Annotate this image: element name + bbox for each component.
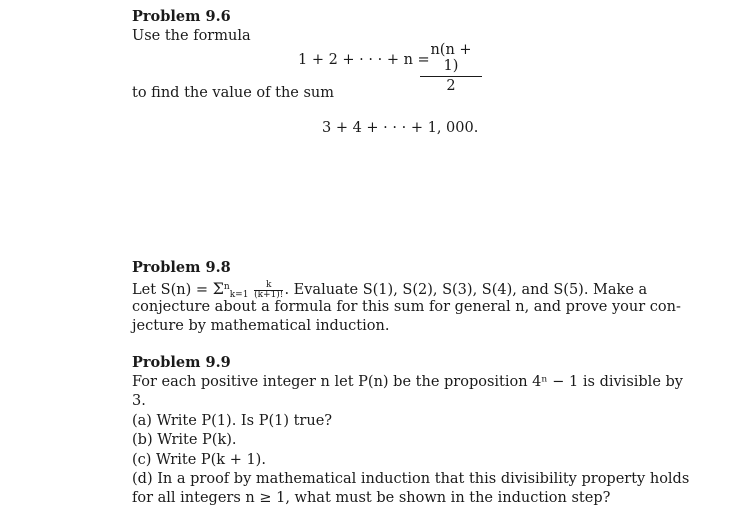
sigma-symbol: Σ bbox=[212, 279, 224, 298]
problem-9-9-line2: 3. bbox=[132, 393, 146, 409]
summand-numerator: k bbox=[254, 281, 283, 291]
problem-9-9-part-d-line1: (d) In a proof by mathematical induction that this divisibility property holds bbox=[132, 471, 690, 487]
problem-9-6-mid-text: to find the value of the sum bbox=[132, 85, 335, 101]
sigma-upper-limit: n bbox=[223, 282, 230, 292]
problem-9-9-title: Problem 9.9 bbox=[132, 354, 231, 371]
problem-9-9-part-b: (b) Write P(k). bbox=[132, 432, 237, 448]
problem-9-8-line2: conjecture about a formula for this sum for general n, and prove your con- bbox=[132, 299, 681, 315]
problem-9-9-part-d-line2: for all integers n ≥ 1, what must be shown in the induction step? bbox=[132, 490, 611, 506]
summand-denominator: (k+1)! bbox=[254, 289, 284, 300]
formula-denominator: 2 bbox=[446, 78, 456, 94]
problem-9-9-part-c: (c) Write P(k + 1). bbox=[132, 452, 266, 468]
problem-9-8-text-b: . Evaluate S(1), S(2), S(3), S(4), and S(5). Make a bbox=[284, 282, 648, 298]
problem-9-8-title: Problem 9.8 bbox=[132, 259, 231, 276]
problem-9-9-line1: For each positive integer n let P(n) be the proposition 4ⁿ − 1 is divisible by bbox=[132, 374, 683, 390]
problem-9-6-title: Problem 9.6 bbox=[132, 8, 231, 25]
sum-expression: 3 + 4 + · · · + 1, 000. bbox=[322, 120, 479, 136]
problem-9-8-text-a: Let S(n) = bbox=[132, 282, 208, 298]
problem-9-8-line3: jecture by mathematical induction. bbox=[132, 318, 390, 334]
summand-fraction bbox=[254, 281, 283, 300]
sigma-lower-limit: k=1 bbox=[229, 290, 249, 300]
formula-numerator: n(n + 1) bbox=[420, 42, 482, 77]
formula-fraction bbox=[420, 42, 482, 94]
problem-9-6-intro: Use the formula bbox=[132, 28, 251, 44]
problem-9-9-part-a: (a) Write P(1). Is P(1) true? bbox=[132, 413, 333, 429]
formula-left-side: 1 + 2 + · · · + n = bbox=[298, 52, 430, 68]
